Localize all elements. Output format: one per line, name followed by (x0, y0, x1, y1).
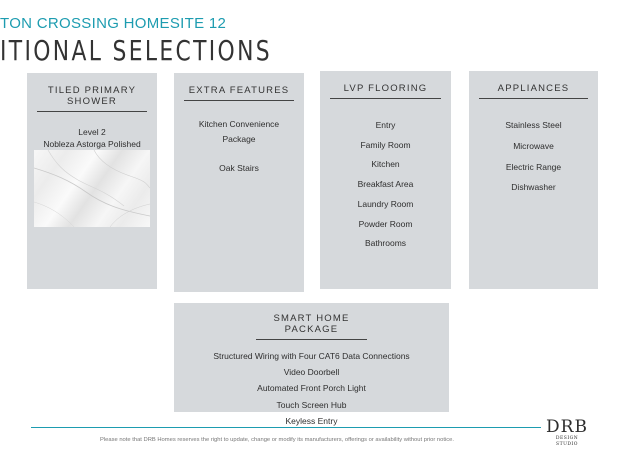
smart-home-items (174, 340, 449, 429)
card-lvp-flooring (320, 71, 451, 289)
list-item: Kitchen Convenience (198, 119, 280, 129)
drb-design-studio-logo (544, 419, 590, 445)
list-item: Kitchen (371, 159, 400, 170)
marble-veins (34, 150, 150, 227)
list-item: Automated Front Porch Light (257, 383, 366, 394)
extra-items (174, 101, 304, 176)
marble-tile-swatch (34, 150, 150, 227)
card-title-appliances: APPLIANCES (479, 71, 588, 99)
page-title: ITIONAL SELECTIONS (0, 34, 272, 67)
card-title-extra: EXTRA FEATURES (184, 73, 294, 101)
list-item: Microwave (513, 140, 554, 151)
list-item: Breakfast Area (357, 179, 414, 190)
list-item: Entry (375, 120, 396, 130)
list-item: Oak Stairs (219, 163, 259, 173)
list-item: Structured Wiring with Four CAT6 Data Connections (213, 351, 410, 361)
homesite-subtitle: TON CROSSING HOMESITE 12 (0, 15, 227, 32)
list-item: Powder Room (358, 218, 413, 229)
list-item: Keyless Entry (285, 415, 338, 426)
list-item: Nobleza Astorga Polished (43, 139, 141, 149)
card-extra-features (174, 73, 304, 292)
card-title-shower: TILED PRIMARY SHOWER (37, 73, 147, 112)
list-item: Family Room (360, 139, 411, 150)
shower-items (27, 112, 157, 150)
list-item: Electric Range (505, 161, 562, 172)
disclaimer-text: Please note that DRB Homes reserves the right to update, change or modify its manufacturers, offerings or availability without prior notice. (100, 437, 455, 443)
flooring-items (320, 99, 451, 254)
list-item: Bathrooms (364, 238, 407, 249)
list-item: Touch Screen Hub (276, 399, 347, 410)
logo-mark: DRB (546, 417, 588, 437)
list-item: Laundry Room (357, 198, 414, 209)
card-tiled-primary-shower (27, 73, 157, 289)
list-item: Level 2 (78, 127, 106, 137)
appliance-items (469, 99, 598, 198)
card-title-smart-home: SMART HOME PACKAGE (256, 303, 367, 340)
card-appliances (469, 71, 598, 289)
list-item: Stainless Steel (505, 120, 562, 130)
list-item: Video Doorbell (283, 367, 340, 378)
logo-subtext: DESIGN STUDIO (555, 436, 579, 447)
list-item: Dishwasher (511, 182, 556, 193)
list-item: Package (222, 134, 256, 144)
footer-divider (31, 427, 541, 428)
card-title-flooring: LVP FLOORING (330, 71, 441, 99)
card-smart-home-package (174, 303, 449, 426)
spacer (174, 147, 304, 161)
